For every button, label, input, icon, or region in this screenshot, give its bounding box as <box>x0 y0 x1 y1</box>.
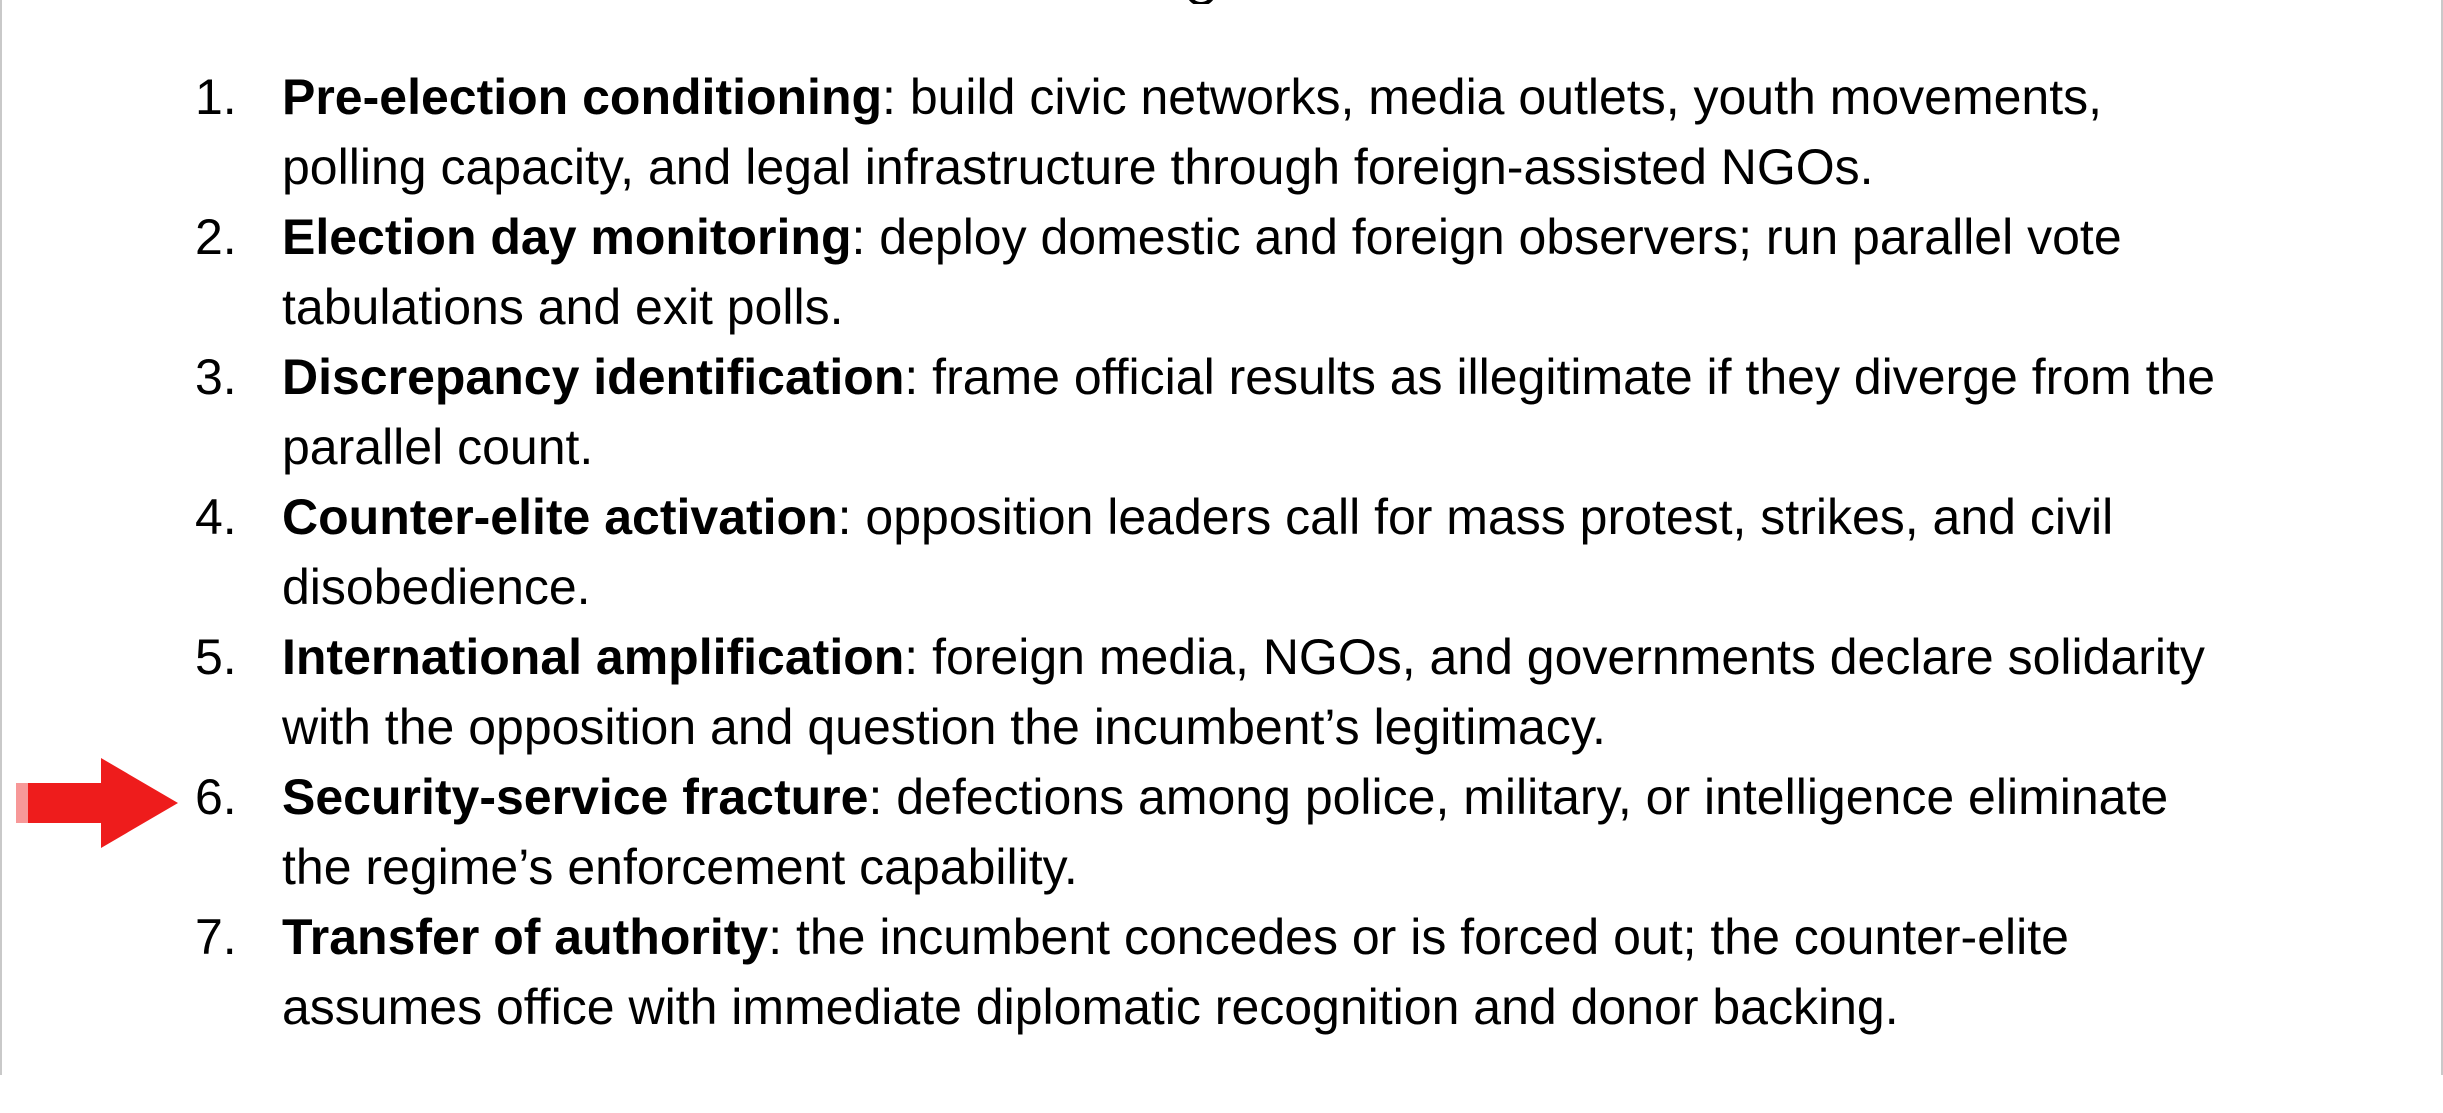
list-item-term: International amplification <box>282 629 905 685</box>
list-item-description: : the incumbent concedes or is forced out; the counter-elite <box>768 909 2069 965</box>
list-item-term: Security-service fracture <box>282 769 869 825</box>
list-item-text <box>282 902 2422 1042</box>
list-item-term: Counter-elite activation <box>282 489 838 545</box>
list-item-text <box>282 622 2422 762</box>
list-item-continuation: assumes office with immediate diplomatic recognition and donor backing. <box>282 979 1899 1035</box>
list-item-term: Pre-election conditioning <box>282 69 883 125</box>
list-item-number: 3. <box>195 349 237 405</box>
list-item-continuation: parallel count. <box>282 419 594 475</box>
list-item-description: : build civic networks, media outlets, youth movements, <box>882 69 2103 125</box>
page-left-border <box>0 0 2 1075</box>
list-item-term: Transfer of authority <box>282 909 769 965</box>
list-item-description: : frame official results as illegitimate if they diverge from the <box>904 349 2216 405</box>
arrow-right-icon <box>16 758 178 848</box>
list-item-number: 7. <box>195 909 237 965</box>
list-item-term: Election day monitoring <box>282 209 852 265</box>
list-item-text <box>282 482 2422 622</box>
list-item-continuation: tabulations and exit polls. <box>282 279 844 335</box>
list-item-number: 6. <box>195 769 237 825</box>
list-item-text <box>282 342 2422 482</box>
list-item-description: : defections among police, military, or intelligence eliminate <box>868 769 2169 825</box>
list-item-description: : foreign media, NGOs, and governments declare solidarity <box>904 629 2205 685</box>
list-item-continuation: the regime’s enforcement capability. <box>282 839 1078 895</box>
list-item-description: : opposition leaders call for mass protest, strikes, and civil <box>837 489 2114 545</box>
list-item-continuation: polling capacity, and legal infrastructure through foreign-assisted NGOs. <box>282 139 1874 195</box>
list-item-number: 5. <box>195 629 237 685</box>
list-item-text <box>282 762 2422 902</box>
list-item-text <box>282 62 2422 202</box>
clipped-text-fragment <box>1180 0 1220 4</box>
list-item-text <box>282 202 2422 342</box>
list-item-number: 1. <box>195 69 237 125</box>
list-item-description: : deploy domestic and foreign observers; run parallel vote <box>851 209 2122 265</box>
list-item-term: Discrepancy identification <box>282 349 905 405</box>
list-item-continuation: with the opposition and question the incumbent’s legitimacy. <box>282 699 1606 755</box>
list-item-continuation: disobedience. <box>282 559 591 615</box>
list-item-number: 4. <box>195 489 237 545</box>
list-item-number: 2. <box>195 209 237 265</box>
